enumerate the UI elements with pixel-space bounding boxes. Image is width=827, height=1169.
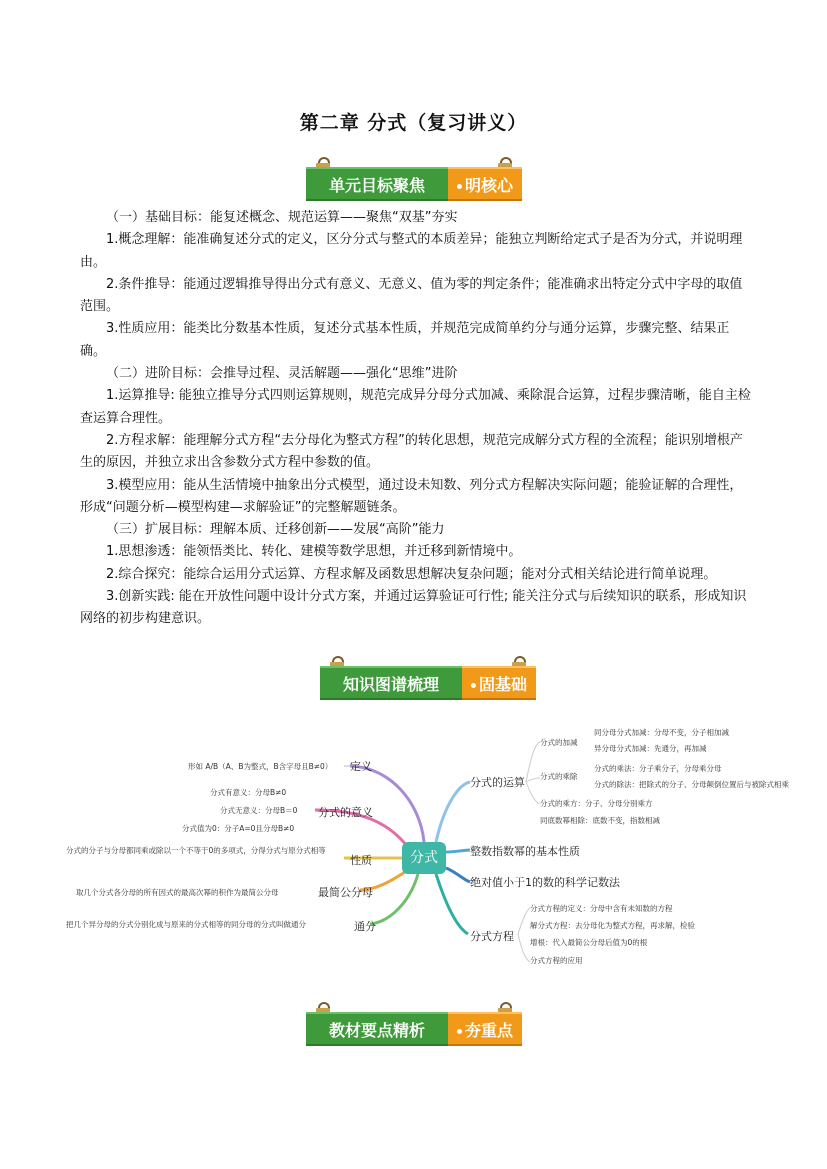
banner-textbook-points <box>306 1012 522 1046</box>
mm-node-operations: 分式的运算 <box>470 776 525 789</box>
banner-accent: 固基础 <box>462 666 536 700</box>
mm-detail: 分式的分子与分母都同乘或除以一个不等于0的多项式，分得分式与原分式相等 <box>66 846 326 855</box>
banner-main-label: 单元目标聚焦 <box>306 167 448 201</box>
mm-node-property: 性质 <box>350 854 372 867</box>
goal-item: 1.运算推导: 能独立推导分式四则运算规则，规范完成异分母分式加减、乘除混合运算，过程步骤清晰，能自主检查运算合理性。 <box>80 388 751 426</box>
mm-detail: 分式值为0：分子A=0且分母B≠0 <box>182 824 295 833</box>
mm-detail: 增根：代入最简公分母后值为0的根 <box>530 938 648 947</box>
goal-item: 2.综合探究：能综合运用分式运算、方程求解及函数思想解决复杂问题；能对分式相关结论进行简单说理。 <box>106 566 717 582</box>
mm-detail: 分式的乘法：分子乘分子，分母乘分母 <box>594 764 722 773</box>
mm-detail: 取几个分式各分母的所有因式的最高次幂的积作为最简公分母 <box>76 888 279 897</box>
mm-detail: 分式的除法：把除式的分子、分母颠倒位置后与被除式相乘 <box>594 780 789 789</box>
banner-main-label: 知识图谱梳理 <box>320 666 462 700</box>
mm-detail: 分式的乘方：分子、分母分别乘方 <box>540 799 653 808</box>
goal-section: （一）基础目标：能复述概念、规范运算——聚焦“双基”夯实 <box>106 210 458 225</box>
mm-detail: 解分式方程：去分母化为整式方程，再求解，检验 <box>530 921 695 930</box>
mm-node-definition: 定义 <box>350 760 372 773</box>
mind-map-center: 分式 <box>402 842 446 874</box>
mm-node-integer-exponent: 整数指数幂的基本性质 <box>470 845 580 858</box>
mm-detail: 分式无意义：分母B＝0 <box>220 806 298 815</box>
mm-node-scientific-notation: 绝对值小于1的数的科学记数法 <box>470 876 620 889</box>
goal-item: 3.模型应用：能从生活情境中抽象出分式模型，通过设未知数、列分式方程解决实际问题；能验证解的合理性，形成“问题分析—模型构建—求解验证”的完整解题链条。 <box>80 477 743 515</box>
mm-detail: 同底数幂相除：底数不变，指数相减 <box>540 816 660 825</box>
mm-detail: 把几个异分母的分式分别化成与原来的分式相等的同分母的分式叫做通分 <box>66 920 306 929</box>
goal-item: 1.概念理解：能准确复述分式的定义，区分分式与整式的本质差异；能独立判断给定式子是否为分式，并说明理由。 <box>80 232 743 270</box>
goal-item: 1.思想渗透：能领悟类比、转化、建模等数学思想，并迁移到新情境中。 <box>106 544 522 560</box>
mm-node-lcd: 最简公分母 <box>318 886 373 899</box>
mm-detail: 分式方程的应用 <box>530 956 583 965</box>
banner-accent: 夯重点 <box>448 1012 522 1046</box>
mm-node-meaning: 分式的意义 <box>318 806 373 819</box>
banner-accent: 明核心 <box>448 167 522 201</box>
mm-node-common-denominator: 通分 <box>354 920 376 933</box>
banner-unit-goals <box>306 167 522 201</box>
goals-text <box>80 207 752 631</box>
mm-detail: 形如 A/B（A、B为整式，B含字母且B≠0） <box>188 762 333 771</box>
goal-item: 3.创新实践: 能在开放性问题中设计分式方案，并通过运算验证可行性; 能关注分式与后续知识的联系，形成知识网络的初步构建意识。 <box>80 589 747 627</box>
goal-item: 2.条件推导：能通过逻辑推导得出分式有意义、无意义、值为零的判定条件；能准确求出特定分式中字母的取值范围。 <box>80 276 743 315</box>
banner-main-label: 教材要点精析 <box>306 1012 448 1046</box>
mm-detail: 异分母分式加减：先通分，再加减 <box>594 744 707 753</box>
mm-group: 分式的乘除 <box>540 772 578 781</box>
goal-section: （三）扩展目标：理解本质、迁移创新——发展“高阶”能力 <box>106 522 445 538</box>
page-title: 第二章 分式（复习讲义） <box>299 112 528 134</box>
banner-knowledge-map <box>320 666 536 700</box>
mm-detail: 同分母分式加减：分母不变，分子相加减 <box>594 728 729 737</box>
goal-item: 3.性质应用：能类比分数基本性质，复述分式基本性质，并规范完成简单约分与通分运算，步骤完整、结果正确。 <box>80 321 730 359</box>
goal-item: 2.方程求解：能理解分式方程“去分母化为整式方程”的转化思想，规范完成解分式方程的全流程；能识别增根产生的原因，并独立求出含参数分式方程中参数的值。 <box>80 432 743 471</box>
goal-section: （二）进阶目标：会推导过程、灵活解题——强化“思维”进阶 <box>106 366 458 382</box>
mm-detail: 分式有意义：分母B≠0 <box>210 788 287 797</box>
mm-node-fractional-equation: 分式方程 <box>470 930 514 943</box>
mm-group: 分式的加减 <box>540 738 578 747</box>
mind-map <box>60 722 820 984</box>
mm-detail: 分式方程的定义：分母中含有未知数的方程 <box>530 904 673 913</box>
